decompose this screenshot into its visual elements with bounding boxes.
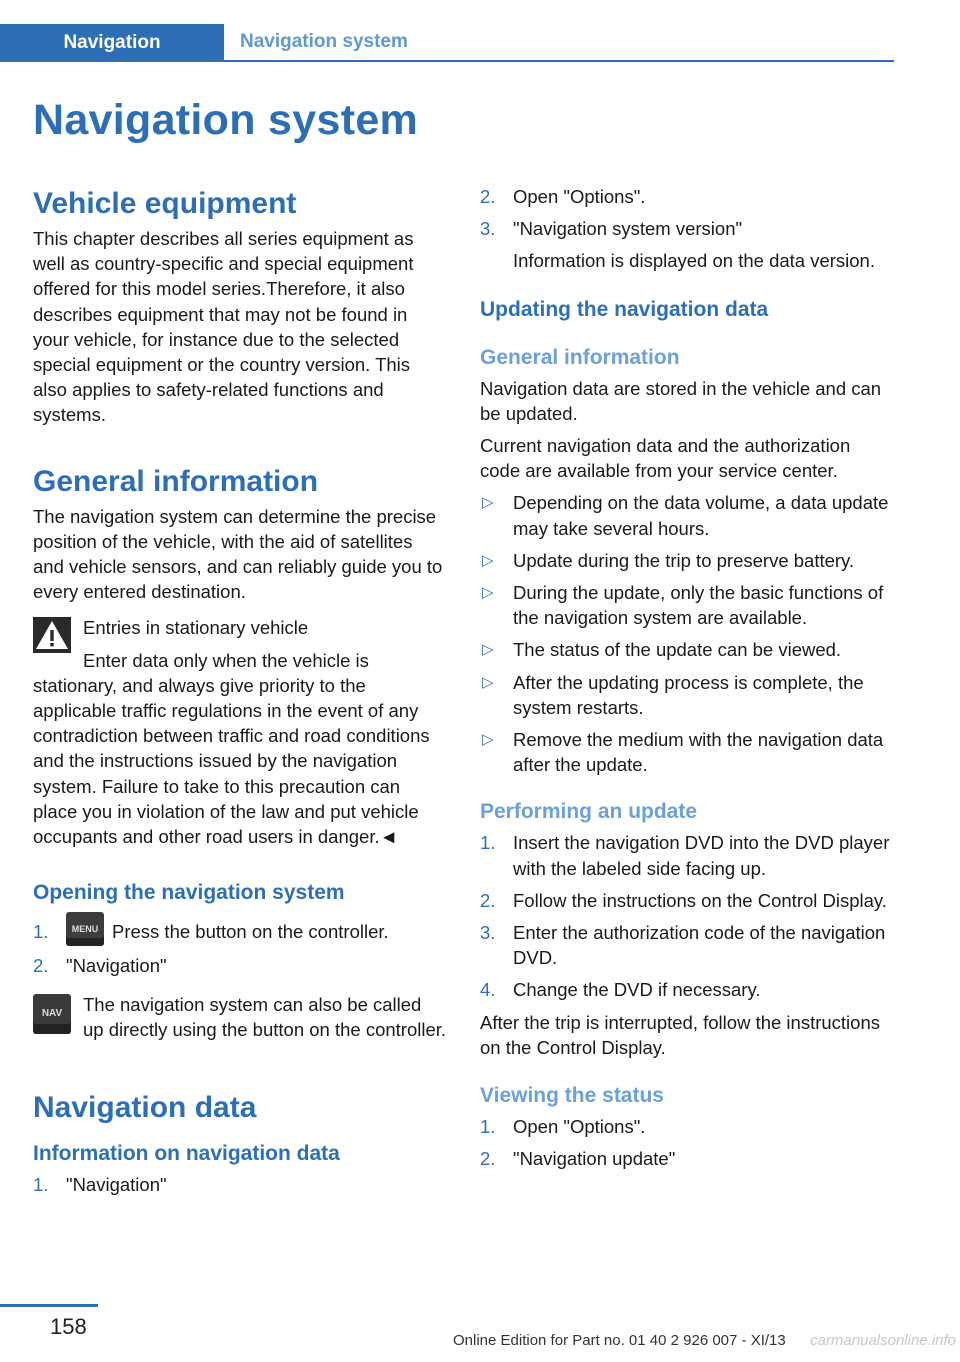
list-item: 2. Follow the instructions on the Control Display. (480, 889, 887, 911)
status-steps (480, 1114, 894, 1171)
page-number: 158 (50, 1314, 87, 1339)
nav-note (33, 992, 447, 1042)
list-item: 4. Change the DVD if necessary. (480, 979, 761, 1001)
after-interruption-text: After the trip is interrupted, follow the instructions on the Control Display. (480, 1011, 880, 1058)
list-item: 1. MENU Press the button on the controller. (33, 919, 447, 946)
heading-performing-update: Performing an update (480, 800, 698, 824)
triangle-bullet-icon: ▷ (482, 731, 494, 749)
performing-steps (480, 830, 894, 1002)
general-information-text: The navigation system can determine the precise position of the vehicle, with the aid of satellites and vehicle sensors, and can reliably guide you to every entered destination. (33, 505, 443, 603)
update-text-1: Navigation data are stored in the vehicle and can be updated. (480, 377, 882, 424)
list-item: ▷ Remove the medium with the navigation data after the update. (482, 729, 884, 776)
update-bullets (480, 490, 894, 777)
left-column (33, 186, 447, 1204)
triangle-bullet-icon: ▷ (482, 494, 494, 512)
list-item: ▷ During the update, only the basic functions of the navigation system are available. (482, 582, 884, 629)
warning-title: Entries in stationary vehicle (83, 617, 309, 639)
vehicle-equipment-text: This chapter describes all series equipment as well as country-specific and special equipment offered for this model series.Therefore, it also describes equipment that may not be found in your vehicle, for instance due to the selected special equipment or the country version. This also applies to safety-related functions and systems. (33, 228, 414, 426)
header-bar (0, 24, 894, 62)
heading-updating-navigation-data: Updating the navigation data (480, 297, 769, 321)
right-column (480, 184, 894, 1178)
warning-block (33, 615, 447, 849)
triangle-bullet-icon: ▷ (482, 641, 494, 659)
list-item: ▷ The status of the update can be viewed. (480, 637, 894, 662)
section-tab-navigation-system[interactable]: Navigation system (240, 31, 408, 52)
list-item: ▷ After the updating process is complete, the system restarts. (482, 671, 864, 718)
list-item: ▷ Depending on the data volume, a data update may take several hours. (482, 492, 889, 539)
triangle-bullet-icon: ▷ (482, 584, 494, 602)
list-item: 1. "Navigation" (33, 1173, 167, 1195)
list-item: 2. Open "Options". (480, 186, 646, 207)
triangle-bullet-icon: ▷ (482, 551, 494, 569)
triangle-bullet-icon: ▷ (482, 673, 494, 691)
page-title: Navigation system (33, 96, 419, 144)
heading-general-information-update: General information (480, 345, 680, 369)
list-item: 3. "Navigation system version" (480, 218, 743, 240)
update-text-2: Current navigation data and the authorization code are available from your service center. (480, 435, 851, 482)
list-item: 1. Open "Options". (480, 1116, 646, 1138)
heading-information-navigation-data: Information on navigation data (33, 1141, 340, 1165)
nav-button-icon: NAV (33, 994, 71, 1034)
list-item: 3. Enter the authorization code of the navigation DVD. (480, 922, 886, 969)
nav-note-text: The navigation system can also be called up directly using the button on the controller. (83, 993, 447, 1040)
heading-vehicle-equipment: Vehicle equipment (33, 187, 297, 220)
version-note: Information is displayed on the data version. (513, 250, 875, 272)
watermark: carmanualsonline.info (810, 1332, 956, 1349)
nav-data-steps (33, 1172, 447, 1197)
list-item: 2. "Navigation" (33, 955, 167, 977)
warning-triangle-icon (33, 617, 71, 653)
section-tab-navigation[interactable]: Navigation (0, 24, 224, 62)
heading-general-information: General information (33, 464, 319, 498)
warning-text: Enter data only when the vehicle is stationary, and always give priority to the applicable traffic regulations in the event of any contradiction between traffic and road conditions and the instructions issued by the navigation system. Failure to take to this precaution can place you in violation of the law and put vehicle occupants and other road users in danger.◄ (33, 649, 430, 848)
heading-opening-navigation: Opening the navigation system (33, 881, 345, 905)
opening-steps (33, 919, 447, 978)
version-steps (480, 184, 894, 241)
list-item: 2. "Navigation update" (480, 1148, 676, 1170)
header-rule (0, 60, 894, 62)
footer-rule (0, 1304, 98, 1307)
heading-navigation-data: Navigation data (33, 1090, 257, 1124)
heading-viewing-status: Viewing the status (480, 1084, 664, 1108)
list-item: ▷ Update during the trip to preserve battery. (480, 548, 894, 573)
list-item: 1. Insert the navigation DVD into the DVD player with the labeled side facing up. (480, 832, 890, 879)
edition-line: Online Edition for Part no. 01 40 2 926 007 - XI/13 (453, 1332, 786, 1349)
menu-button-icon: MENU (66, 912, 104, 946)
